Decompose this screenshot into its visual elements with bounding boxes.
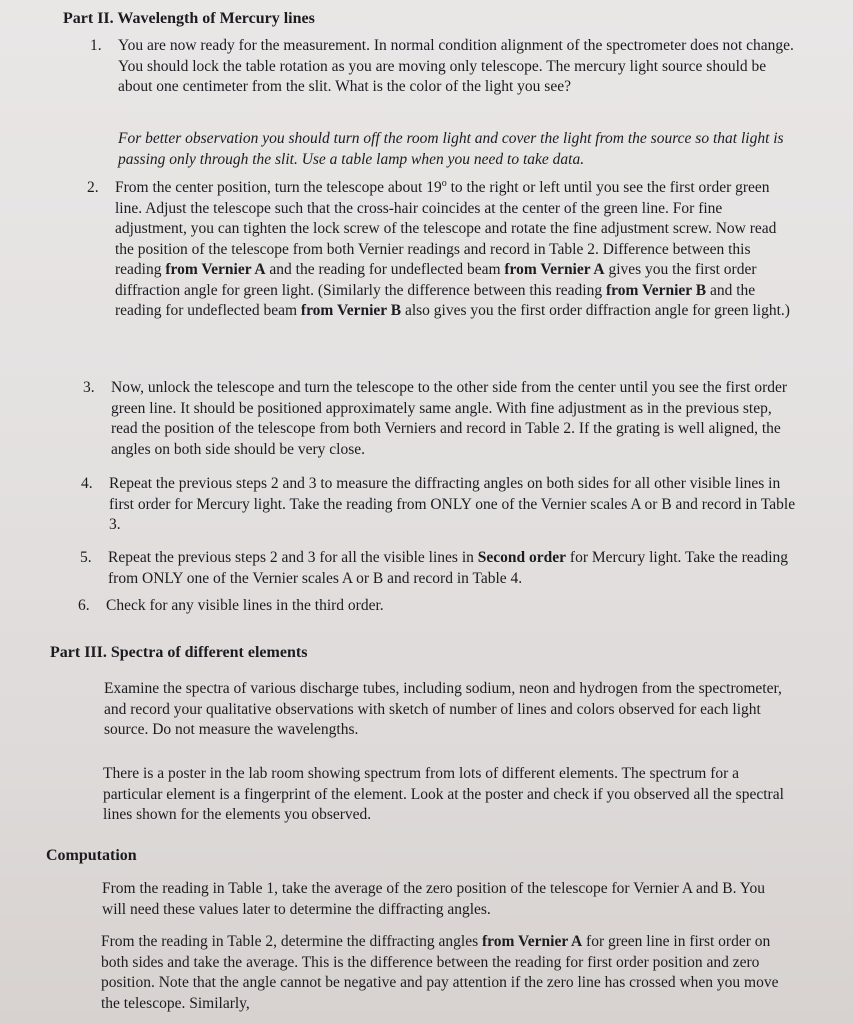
part3-paragraph-1: Examine the spectra of various discharge tubes, including sodium, neon and hydrogen from the spectrometer, and record your qualitative observations with sketch of number of lines and colors observed for each light source. Do not measure the wavelengths. [104, 680, 782, 738]
item-3-number: 3. [83, 379, 95, 396]
item-2-number: 2. [87, 179, 99, 196]
part2-heading: Part II. Wavelength of Mercury lines [63, 10, 315, 27]
item-5-text: Repeat the previous steps 2 and 3 for all the visible lines in Second order for Mercury light. Take the reading from ONLY one of the Vernier scales A or B and record in Table 4. [108, 549, 789, 587]
computation-heading: Computation [46, 847, 137, 864]
item-4-text: Repeat the previous steps 2 and 3 to measure the diffracting angles on both sides for all other visible lines in first order for Mercury light. Take the reading from ONLY one of the Vernier scales A or B and record in Table 3. [109, 475, 796, 533]
degree-symbol: o [441, 177, 447, 189]
item-3-text: Now, unlock the telescope and turn the telescope to the other side from the center until you see the first order green line. It should be positioned approximately same angle. With fine adjustment as in the previous step, read the position of the telescope from both Verniers and record in Table 2. If the grating is well aligned, the angles on both side should be very close. [111, 379, 788, 458]
computation-paragraph-2: From the reading in Table 2, determine the diffracting angles from Vernier A for green line in first order on both sides and take the average. This is the difference between the reading for first order position and zero position. Note that the angle cannot be negative and pay attention if the zero line has crossed when you move the telescope. Similarly, [101, 933, 779, 1012]
item-1-text: You are now ready for the measurement. In normal condition alignment of the spectrometer does not change. You should lock the table rotation as you are moving only telescope. The mercury light source should be about one centimeter from the slit. What is the color of the light you see? [118, 37, 794, 95]
computation-paragraph-1: From the reading in Table 1, take the average of the zero position of the telescope for Vernier A and B. You will need these values later to determine the diffracting angles. [102, 880, 765, 918]
item-5-number: 5. [80, 549, 92, 566]
part3-paragraph-2: There is a poster in the lab room showing spectrum from lots of different elements. The spectrum for a particular element is a fingerprint of the element. Look at the poster and check if you observed all the spectral lines shown for the elements you observed. [103, 765, 784, 823]
item-1-note: For better observation you should turn off the room light and cover the light from the source so that light is passing only through the slit. Use a table lamp when you need to take data. [118, 130, 784, 168]
item-1-number: 1. [90, 37, 102, 54]
item-6-number: 6. [78, 597, 90, 614]
part3-heading: Part III. Spectra of different elements [50, 644, 308, 661]
item-4-number: 4. [81, 475, 93, 492]
item-2-text: From the center position, turn the telescope about 19$^o$ to the right or left until you see the first order green line. Adjust the telescope such that the cross-hair coincides at the center of the green line. For fine adjustment, you can tighten the lock screw of the telescope and rotate the fine adjustment screw. Now read the position of the telescope from both Vernier readings and record in Table 2. Difference between this reading from Vernier A and the reading for undeflected beam from Vernier A gives you the first order diffraction angle for green light. (Similarly the difference between this reading from Vernier B and the reading for undeflected beam from Vernier B also gives you the first order diffraction angle for green light.) [115, 177, 790, 319]
item-6-text: Check for any visible lines in the third order. [106, 597, 384, 614]
